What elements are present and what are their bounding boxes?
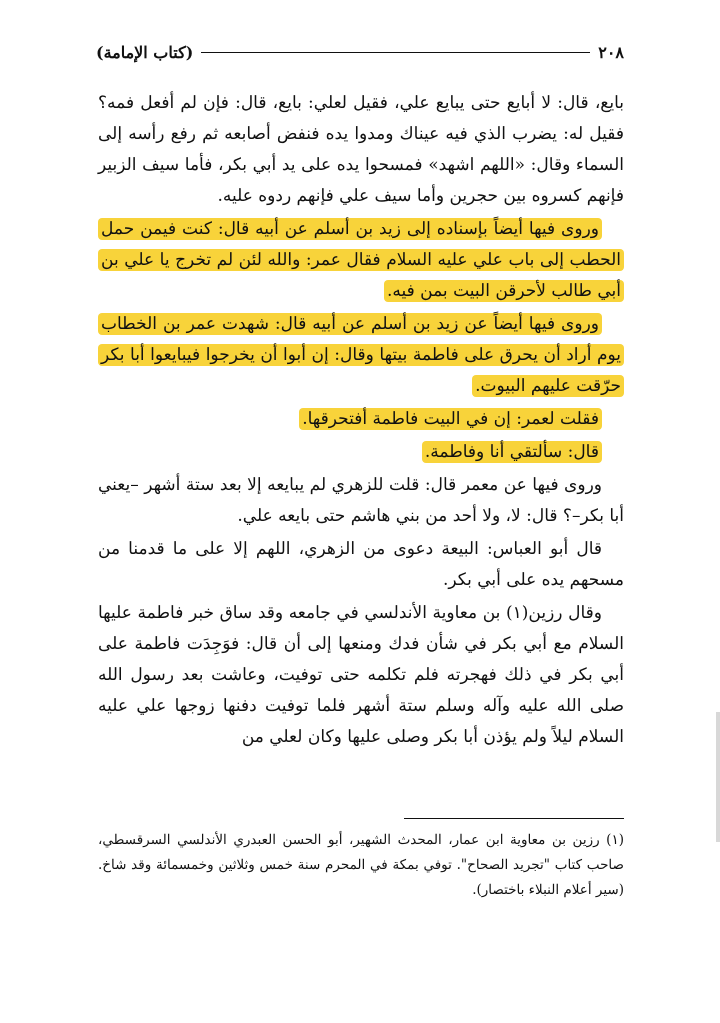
paragraph-2 bbox=[98, 214, 624, 307]
header-rule bbox=[201, 52, 590, 53]
paragraph-3 bbox=[98, 309, 624, 402]
paragraph-text: بايع، قال: لا أبايع حتى يبايع علي، فقيل لعلي: بايع، قال: فإن لم أفعل فمه؟ فقيل له: يضرب الذي فيه عيناك ومدوا يده فنفض أصابعه ثم رفع رأسه إلى السماء وقال: «اللهم اشهد» فمسحوا يده على يد أبي بكر، فأما سيف الزبير فإنهم كسروه بين حجرين وأما سيف علي فإنهم ردوه عليه. bbox=[98, 93, 624, 206]
highlighted-text: فقلت لعمر: إن في البيت فاطمة أفتحرقها. bbox=[299, 408, 602, 430]
page-header bbox=[96, 38, 624, 66]
book-title: (كتاب الإمامة) bbox=[96, 42, 194, 62]
paragraph-text: وقال رزين(١) بن معاوية الأندلسي في جامعه وقد ساق خبر فاطمة عليها السلام مع أبي بكر في شأن فدك ومنعها إلى أن قال: فوَجِدَت فاطمة على أبي بكر في ذلك فهجرته فلم تكلمه حتى توفيت، وعاشت بعد رسول الله صلى الله عليه وآله وسلم ستة أشهر فلما توفيت دفنها زوجها علي عليه السلام ليلاً ولم يؤذن أبا بكر وصلى عليها وكان لعلي من bbox=[98, 603, 624, 747]
paragraph-4 bbox=[98, 404, 624, 435]
footnote-text: (١) رزين بن معاوية ابن عمار، المحدث الشهير، أبو الحسن العبدري الأندلسي السرقسطي، صاحب كتاب "تجريد الصحاح". توفي بمكة في المحرم سنة خمس وثلاثين وخمسمائة وقد شاخ. (سير أعلام النبلاء باختصار). bbox=[98, 832, 624, 898]
highlighted-text: وروى فيها أيضاً عن زيد بن أسلم عن أبيه قال: شهدت عمر بن الخطاب يوم أراد أن يحرق على فاطمة بيتها وقال: إن أبوا أن يخرجوا فيبايعوا أبا بكر حرّقت عليهم البيوت. bbox=[98, 313, 624, 397]
paragraph-7 bbox=[98, 534, 624, 596]
footnote bbox=[98, 828, 624, 903]
main-text bbox=[98, 88, 624, 755]
page-edge-shadow bbox=[716, 712, 720, 842]
paragraph-5 bbox=[98, 437, 624, 468]
footnote-divider bbox=[404, 818, 624, 819]
page-number: ٢٠٨ bbox=[598, 42, 624, 62]
paragraph-1 bbox=[98, 88, 624, 212]
paragraph-8 bbox=[98, 598, 624, 753]
highlighted-text: وروى فيها أيضاً بإسناده إلى زيد بن أسلم عن أبيه قال: كنت فيمن حمل الحطب إلى باب علي عليه السلام فقال عمر: والله لئن لم تخرج يا علي بن أبي طالب لأحرقن البيت بمن فيه. bbox=[98, 218, 624, 302]
paragraph-text: قال أبو العباس: البيعة دعوى من الزهري، اللهم إلا على ما قدمنا من مسحهم يده على أبي بكر. bbox=[98, 539, 624, 590]
paragraph-text: وروى فيها عن معمر قال: قلت للزهري لم يبايعه إلا بعد ستة أشهر –يعني أبا بكر–؟ قال: لا، ولا أحد من بني هاشم حتى بايعه علي. bbox=[98, 475, 624, 526]
paragraph-6 bbox=[98, 470, 624, 532]
highlighted-text: قال: سألتقي أنا وفاطمة. bbox=[422, 441, 602, 463]
